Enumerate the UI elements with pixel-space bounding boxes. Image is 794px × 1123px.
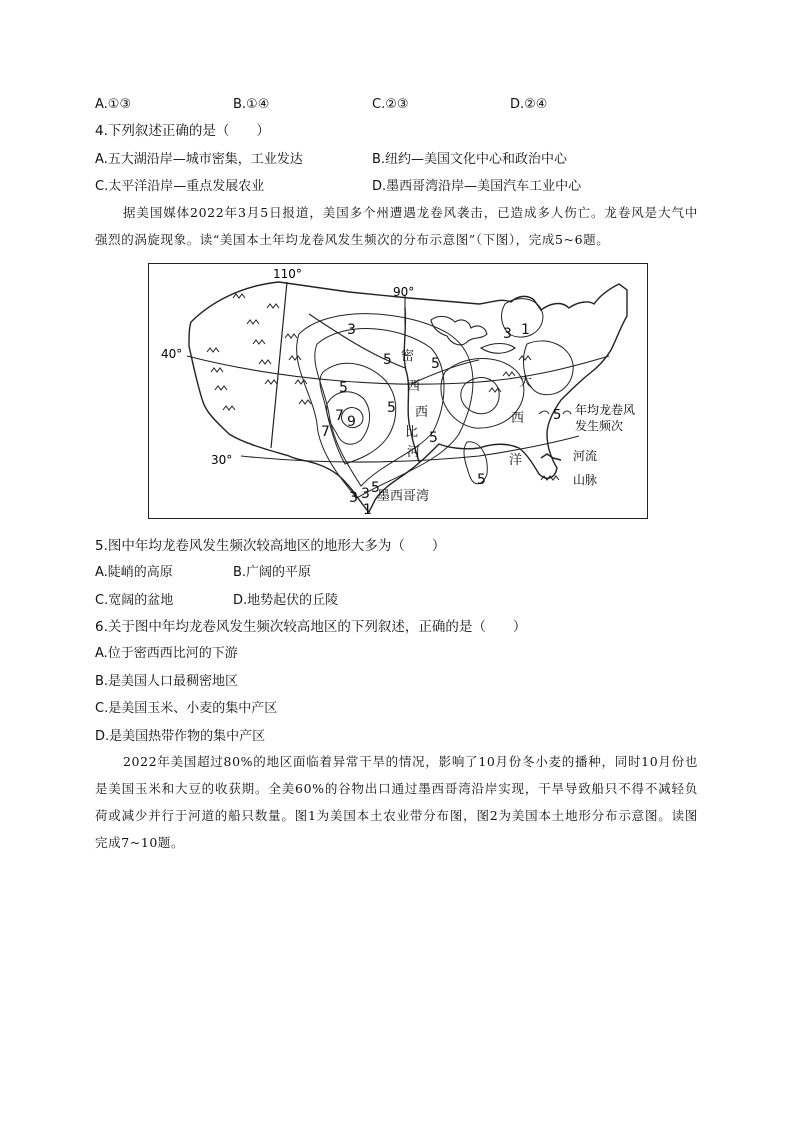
label-90: 90° — [393, 285, 415, 299]
label-40: 40° — [161, 347, 183, 361]
river-label-char: 西 — [407, 379, 421, 394]
legend-contour-label-2: 发生频次 — [575, 419, 624, 433]
contour-label: 5 — [339, 380, 348, 396]
contour-label: 5 — [477, 472, 486, 488]
contour-label: 5 — [383, 352, 392, 368]
q5-stem: 5.图中年均龙卷风发生频次较高地区的地形大多为（ ） — [95, 538, 446, 554]
q5-option-c: C.宽阔的盆地 — [95, 593, 174, 608]
label-30: 30° — [211, 453, 233, 467]
q4-option-b: B.纽约—美国文化中心和政治中心 — [372, 152, 568, 167]
contour-5 — [320, 363, 396, 464]
q6-option-c: C.是美国玉米、小麦的集中产区 — [95, 701, 278, 716]
label-110: 110° — [273, 267, 302, 281]
contour-1 — [297, 314, 473, 498]
q4-option-a: A.五大湖沿岸—城市密集，工业发达 — [95, 152, 303, 167]
q4-option-d: D.墨西哥湾沿岸—美国汽车工业中心 — [372, 179, 582, 194]
q5-option-a: A.陡峭的高原 — [95, 565, 173, 580]
contour-label: 3 — [349, 490, 358, 506]
gulf-label: 墨西哥湾 — [377, 489, 430, 504]
legend-contour-value: 5 — [553, 408, 562, 423]
mountain-symbols — [207, 294, 531, 410]
q4-option-c: C.太平洋沿岸—重点发展农业 — [95, 179, 265, 194]
contour-label: 3 — [347, 322, 356, 338]
q3-option-b: B.①④ — [233, 97, 270, 112]
contour-east-5 — [461, 378, 499, 414]
ocean-label-char: 洋 — [509, 453, 523, 468]
ocean-label-char: 西 — [511, 411, 525, 426]
contour-label: 5 — [429, 430, 438, 446]
contour-label: 1 — [521, 322, 530, 338]
legend-river-label: 河流 — [573, 449, 598, 463]
passage-tornado — [95, 199, 698, 253]
tornado-frequency-map — [148, 263, 648, 519]
river-label-char: 西 — [415, 405, 429, 420]
contour-label: 3 — [361, 486, 370, 502]
lake-erie — [481, 344, 515, 354]
river-label-char: 密 — [401, 349, 415, 364]
map-svg — [149, 264, 649, 520]
q6-option-a: A.位于密西西比河的下游 — [95, 646, 238, 661]
q5-option-b: B.广阔的平原 — [233, 565, 312, 580]
passage-drought — [95, 748, 698, 856]
river-label-char: 比 — [405, 425, 419, 440]
ocean-label-char: 大 — [519, 375, 533, 390]
q3-option-a: A.①③ — [95, 97, 132, 112]
contour-label: 3 — [503, 326, 512, 342]
contour-label: 5 — [387, 400, 396, 416]
legend-contour-label-1: 年均龙卷风 — [575, 403, 636, 417]
passage-tornado-text: 据美国媒体2022年3月5日报道，美国多个州遭遇龙卷风袭击，已造成多人伤亡。龙卷风是大气中强烈的涡旋现象。读“美国本土年均龙卷风发生频次的分布示意图”（下图），完成5~6题。 — [95, 205, 698, 247]
map-legend — [539, 402, 635, 487]
contour-label: 9 — [347, 414, 356, 430]
parallel-40 — [187, 356, 609, 384]
q4-stem: 4.下列叙述正确的是（ ） — [95, 123, 270, 139]
great-lakes — [431, 316, 487, 345]
legend-contour-symbol — [539, 411, 549, 414]
q3-option-c: C.②③ — [372, 97, 409, 112]
passage-drought-text: 2022年美国超过80%的地区面临着异常干旱的情况，影响了10月份冬小麦的播种，同时10月份也是美国玉米和大豆的收获期。全美60%的谷物出口通过墨西哥湾沿岸实现，干旱导致船只不得不减轻负荷或减少并行于河道的船只数量。图1为美国本土农业带分布图，图2为美国本土地形分布示意图。读图完成7~10题。 — [95, 754, 698, 850]
contour-label: 5 — [431, 356, 440, 372]
q3-option-d: D.②④ — [510, 97, 548, 112]
contour-label: 7 — [335, 408, 344, 424]
river-label-char: 河 — [407, 445, 421, 460]
contour-label: 7 — [321, 424, 330, 440]
q6-option-d: D.是美国热带作物的集中产区 — [95, 729, 266, 744]
legend-mountain-label: 山脉 — [573, 473, 598, 487]
q6-option-b: B.是美国人口最稠密地区 — [95, 674, 239, 689]
contour-label: 5 — [371, 480, 380, 496]
q6-stem: 6.关于图中年均龙卷风发生频次较高地区的下列叙述，正确的是（ ） — [95, 619, 527, 635]
q5-option-d: D.地势起伏的丘陵 — [233, 593, 339, 608]
contour-label: 1 — [363, 502, 372, 518]
